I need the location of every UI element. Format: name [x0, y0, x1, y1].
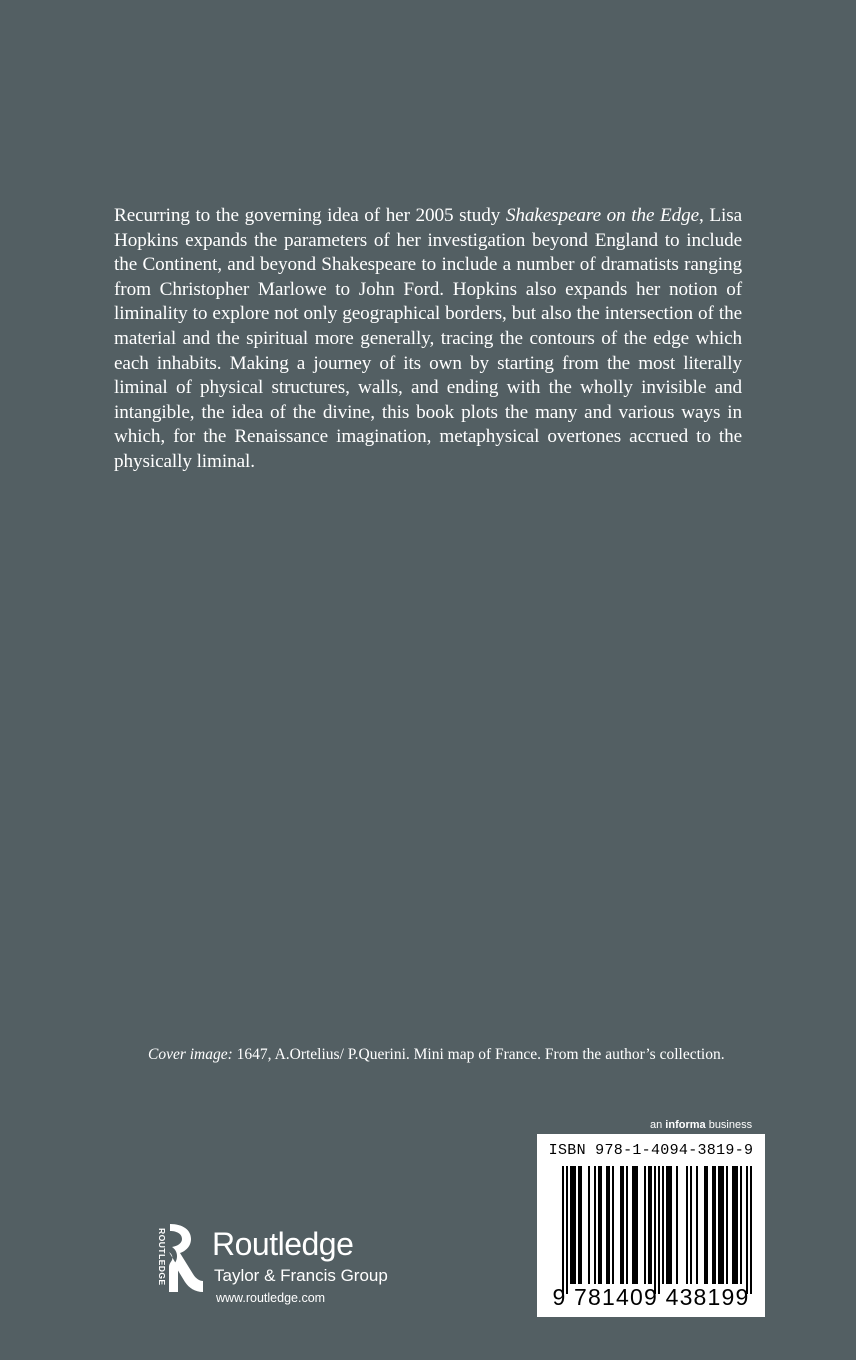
informa-suffix: business	[705, 1119, 753, 1131]
isbn-barcode	[537, 1134, 765, 1317]
barcode-bar	[740, 1166, 742, 1284]
barcode-bar	[696, 1166, 698, 1284]
barcode-bar	[712, 1166, 716, 1284]
barcode-bar	[570, 1166, 576, 1284]
barcode-bar	[620, 1166, 624, 1284]
publisher-website-link[interactable]: www.routledge.com	[216, 1291, 326, 1305]
informa-business-tagline	[650, 1119, 752, 1131]
isbn-number: ISBN 978-1-4094-3819-9	[548, 1142, 754, 1159]
barcode-bar	[598, 1166, 602, 1284]
barcode-bar	[654, 1166, 656, 1294]
barcode-bar	[648, 1166, 652, 1284]
informa-prefix: an	[650, 1119, 666, 1131]
publisher-name: Routledge	[212, 1226, 354, 1262]
barcode-bar	[666, 1166, 672, 1284]
ean-digits: 9 781409 438199	[552, 1284, 750, 1310]
cover-credit-text: 1647, A.Ortelius/ P.Querini. Mini map of France. From the author’s collection.	[232, 1046, 725, 1063]
cover-credit-label: Cover image:	[148, 1046, 233, 1063]
routledge-logo-icon	[153, 1222, 203, 1294]
barcode-bar	[632, 1166, 638, 1284]
barcode-bar	[690, 1166, 692, 1284]
informa-brand: informa	[665, 1119, 706, 1131]
barcode-bar	[562, 1166, 564, 1294]
barcode-bar	[658, 1166, 660, 1294]
barcode-bar	[588, 1166, 590, 1284]
barcode-bar	[626, 1166, 628, 1284]
barcode-bar	[578, 1166, 582, 1284]
barcode-bar	[644, 1166, 646, 1284]
back-cover-blurb	[114, 204, 742, 475]
barcode-bar	[662, 1166, 664, 1284]
barcode-bars	[549, 1166, 753, 1294]
barcode-bar	[594, 1166, 596, 1284]
barcode-bar	[750, 1166, 752, 1294]
barcode-bar	[676, 1166, 678, 1284]
blurb-text-rest: , Lisa Hopkins expands the parameters of her investigation beyond England to include the Continent, and beyond Shakespeare to include a number of dramatists ranging from Christopher Marlowe to John Ford. Hopkins also expands her notion of liminality to explore not only geographical borders, but also the intersection of the material and the spiritual more generally, tracing the contours of the edge which each inhabits. Making a journey of its own by starting from the most literally liminal of physical structures, walls, and ending with the wholly invisible and intangible, the idea of the divine, this book plots the many and various ways in which, for the Renaissance imagination, metaphysical overtones accrued to the physically liminal.	[114, 205, 742, 472]
barcode-bar	[606, 1166, 610, 1284]
publisher-group: Taylor & Francis Group	[214, 1266, 388, 1285]
barcode-bar	[686, 1166, 688, 1284]
blurb-book-title: Shakespeare on the Edge	[505, 205, 700, 226]
barcode-bar	[718, 1166, 724, 1284]
barcode-bar	[566, 1166, 568, 1294]
routledge-logo-vertical-text: ROUTLEDGE	[157, 1228, 167, 1286]
barcode-bar	[704, 1166, 708, 1284]
cover-image-credit	[148, 1046, 725, 1064]
barcode-bar	[732, 1166, 738, 1284]
barcode-bar	[726, 1166, 728, 1284]
blurb-text-start: Recurring to the governing idea of her 2005 study	[114, 205, 506, 226]
barcode-bar	[746, 1166, 748, 1294]
barcode-bar	[612, 1166, 614, 1284]
